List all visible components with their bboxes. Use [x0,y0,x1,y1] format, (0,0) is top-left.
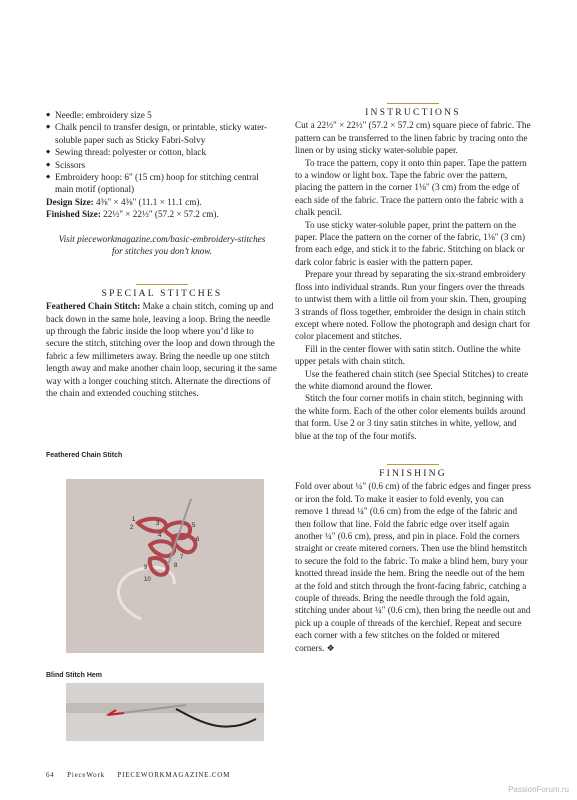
stitch-number: 5 [192,523,196,529]
feathered-chain-illustration [46,459,278,655]
blind-stitch-hem-figure [46,672,278,748]
page-footer [46,771,240,779]
visit-note: Visit pieceworkmagazine.com/basic-embroidery-stitches for stitches you don’t know. [58,233,266,257]
left-column [46,109,278,400]
fabric-swatch [66,479,264,653]
list-item: ◆ Sewing thread: polyester or cotton, black [46,146,278,158]
magazine-name: PieceWork [67,771,105,779]
list-item: ◆ Chalk pencil to transfer design, or printable, sticky water-soluble paper such as Sticky Fabri-Solvy [46,121,278,146]
finished-size-label: Finished Size: [46,209,101,220]
figure-label: Blind Stitch Hem [46,672,103,679]
instructions-paragraph: Fill in the center flower with satin stitch. Outline the white upper petals with chain stitch. [295,343,521,367]
finishing-text: Fold over about ¼" (0.6 cm) of the fabric edges and finger press or iron the fold. To make it easier to fold evenly, you can remove 1 thread ¼" (0.6 cm) from the edge of the fabric and then follow that line. Fold the fabric edge over itself again another ¼" (0.6 cm), press, and pin in place. Fold the corners straight or create mitered corners. Then use the blind hemstitch to secure the fold to the fabric. To make a blind hem, bury your knotted thread inside the hem. Bring the needle out of the hem at the fold and stitch through the front-facing fabric, catching a couple of threads. Bring the needle through the fold again, stitching under about ¼" (0.6 cm), then bring the needle out and pick up a couple of threads of the kerchief. Repeat and secure each corner with a few stitches on the folded or mitered corners. [295,481,531,653]
stitch-number: 3 [156,521,160,527]
stitch-number: 10 [144,577,151,583]
instructions-paragraph: Stitch the four corner motifs in chain stitch, beginning with the white form. Each of the other color elements builds around that form. Use 2 or 3 tiny satin stitches in white, yellow, and blue at the top of the four motifs. [295,393,526,441]
feathered-chain-stitch-figure [46,452,278,662]
instructions-paragraph: Prepare your thread by separating the six-strand embroidery floss into individual strands. Run your fingers over the threads to untwist them with a little oil from your skin. Then, grouping 3 strands of floss together, embroider the design in chain stitch except where noted. Follow the photograph and design chart for color placement and stitches. [295,269,531,342]
end-mark: ❖ [326,642,335,653]
instructions-paragraph: To trace the pattern, copy it onto thin paper. Tape the pattern to a window or light box. Tape the fabric over the pattern, placing the pattern in the corner 1⅛" (3 cm) from the edge of each side of the fabric. Trace the pattern onto the fabric with a chalk pencil. [295,157,527,218]
stitch-number: 9 [144,565,148,571]
materials-list [46,109,278,196]
special-stitches-section [46,284,278,300]
finished-size-value: 22½" × 22½" (57.2 × 57.2 cm). [103,209,219,220]
design-size [46,196,278,208]
instructions-paragraph: To use sticky water-soluble paper, print the pattern on the paper. Place the pattern on the corner of the fabric, 1⅛" (3 cm) from each edge, and stick it to the fabric. Stitching on black or dark color fabric is easier with the pattern paper. [295,219,526,267]
special-stitches-heading: SPECIAL STITCHES [101,287,223,299]
right-column [295,103,531,654]
section-rule [136,284,188,285]
finishing-section [295,464,531,480]
special-stitch-text: Make a chain stitch, coming up and back down in the same hole, leaving a loop. Bring the needle up through the fabric inside the loop where you’d like to secure the stitch, stitching over the loop and down through the fabric a few millimeters away. Bring the needle up one stitch length away and make another chain loop, securing it the same way with a longer couching stitch. Alternate the directions of the chain and extended couching stitches. [46,301,277,399]
instructions-paragraph: Cut a 22½" × 22½" (57.2 × 57.2 cm) square piece of fabric. The pattern can be transferred to the linen fabric by tracing onto the linen or by using sticky water-soluble paper. [295,120,531,156]
stitch-number: 1 [132,517,136,523]
magazine-url: PIECEWORKMAGAZINE.COM [117,771,231,779]
section-rule [387,103,439,104]
page-number: 64 [46,771,55,779]
special-stitch-term: Feathered Chain Stitch: [46,301,141,312]
finishing-heading: FINISHING [379,467,447,479]
stitch-number: 8 [174,563,178,569]
instructions-paragraph: Use the feathered chain stitch (see Special Stitches) to create the white diamond around the flower. [295,368,529,391]
figure-label: Feathered Chain Stitch [46,452,123,459]
stitch-number: 4 [158,533,162,539]
section-rule [387,464,439,465]
design-size-label: Design Size: [46,196,94,207]
stitch-number: 6 [196,537,200,543]
instructions-section [295,103,531,119]
instructions-heading: INSTRUCTIONS [365,107,461,118]
special-stitches-paragraph [46,300,278,399]
blind-hem-illustration [46,679,278,745]
stitch-number: 7 [180,555,184,561]
watermark: PassionForum.ru [508,785,569,794]
design-size-value: 4⅜" × 4⅜" (11.1 × 11.1 cm). [96,196,202,207]
list-item: ◆ Needle: embroidery size 5 [46,109,278,121]
finished-size [46,208,278,220]
list-item: ◆ Scissors [46,159,278,171]
finishing-paragraph [295,480,531,654]
list-item: ◆ Embroidery hoop: 6" (15 cm) hoop for stitching central main motif (optional) [46,171,278,196]
stitch-number: 2 [130,525,134,531]
